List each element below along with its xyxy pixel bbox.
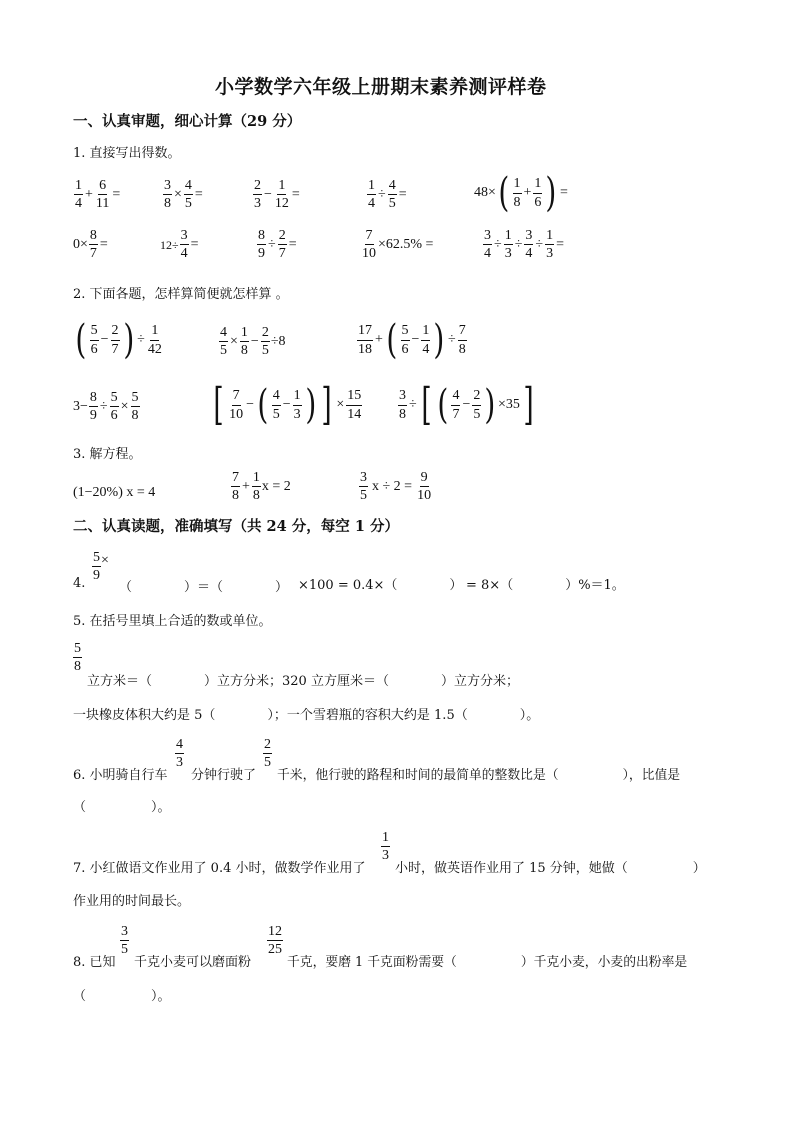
q1-expr-1: $\frac{1}{4}$ + $\frac{6}{11}$ = — [75, 178, 121, 212]
q1-expr-6: 0× $\frac{8}{7}$ = — [73, 228, 108, 262]
q2-prompt: 2. 下面各题，怎样算简便就怎样算 。 — [73, 287, 289, 302]
section-2-heading: 二、认真读题，准确填写（共 24 分，每空 1 分） — [73, 518, 399, 535]
q7-text-post: 小时，做英语作业用了 15 分钟，她做（ ） — [395, 861, 706, 876]
q1-expr-7: 12÷ $\frac{3}{4}$ = — [160, 228, 199, 262]
q5-prompt: 5. 在括号里填上合适的数或单位。 — [73, 614, 272, 629]
q2-expr-5: [ $\frac{7}{10}$ − ( $\frac{4}{5}$ − $\frac{1}{3}$ ) ] × $\frac{15}{14}$ — [213, 379, 362, 430]
q1-expr-2: $\frac{3}{8}$ × $\frac{4}{5}$ = — [164, 178, 203, 212]
q6-text-pre: 6. 小明骑自行车 — [73, 768, 168, 783]
q6-line-2: （ ）。 — [73, 800, 171, 815]
q4-blanks-2: ×100 = 0.4×（ ） — [298, 578, 463, 593]
q2-expr-2: $\frac{4}{5}$ × $\frac{1}{8}$ − $\frac{2}{5}$ ÷8 — [220, 325, 286, 359]
q8-text-pre: 8. 已知 — [73, 955, 116, 970]
q4-blanks-3: = 8×（ ）%＝1。 — [466, 578, 625, 593]
q1-expr-3: $\frac{2}{3}$ − $\frac{1}{12}$ = — [254, 178, 300, 212]
q6-fraction-1: $\frac{4}{3}$ — [176, 737, 183, 771]
q7-fraction: $\frac{1}{3}$ — [382, 830, 389, 864]
q3-equation-3: $\frac{3}{5}$ x ÷ 2 = $\frac{9}{10}$ — [360, 470, 432, 504]
q1-expr-8: $\frac{8}{9}$ ÷ $\frac{2}{7}$ = — [258, 228, 297, 262]
q3-prompt: 3. 解方程。 — [73, 447, 142, 462]
q1-expr-5: 48× ( $\frac{1}{8}$ + $\frac{1}{6}$ ) = — [474, 170, 568, 216]
q8-text-mid: 千克小麦可以磨面粉 — [134, 955, 252, 970]
q7-text-pre: 7. 小红做语文作业用了 0.4 小时，做数学作业用了 — [73, 861, 366, 876]
q2-expr-6: $\frac{3}{8}$ ÷ [ ( $\frac{4}{7}$ − $\frac{2}{5}$ ) ×35 ] — [399, 379, 534, 430]
q1-expr-4: $\frac{1}{4}$ ÷ $\frac{4}{5}$ = — [368, 178, 407, 212]
q3-equation-1: (1−20%) x = 4 — [73, 485, 156, 500]
q5-line-2: 一块橡皮体积大约是 5（ ）；一个雪碧瓶的容积大约是 1.5（ ）。 — [73, 708, 540, 723]
q8-fraction-2: $\frac{12}{25}$ — [268, 924, 282, 958]
q8-fraction-1: $\frac{3}{5}$ — [121, 924, 128, 958]
q4-fraction: $\frac{5}{9}$ × — [93, 550, 109, 584]
q3-equation-2: $\frac{7}{8}$ + $\frac{1}{8}$ x = 2 — [232, 470, 291, 504]
q2-expr-1: ( $\frac{5}{6}$ − $\frac{2}{7}$ ) ÷ $\frac{1}{42}$ — [75, 317, 162, 363]
q6-fraction-2: $\frac{2}{5}$ — [264, 737, 271, 771]
q4-blanks-1: （ ）＝（ ） — [119, 580, 289, 595]
q1-prompt: 1. 直接写出得数。 — [73, 146, 181, 161]
q5-fraction: $\frac{5}{8}$ — [74, 641, 81, 675]
q1-expr-10: $\frac{3}{4}$ ÷ $\frac{1}{3}$ ÷ $\frac{3}{4}$ ÷ $\frac{1}{3}$ = — [484, 228, 564, 262]
q6-text-post: 千米，他行驶的路程和时间的最简单的整数比是（ ），比值是 — [277, 768, 681, 783]
q2-expr-4: 3− $\frac{8}{9}$ ÷ $\frac{5}{6}$ × $\frac{5}{8}$ — [73, 390, 139, 424]
q8-line-2: （ ）。 — [73, 989, 171, 1004]
q8-text-post: 千克，要磨 1 千克面粉需要（ ）千克小麦，小麦的出粉率是 — [287, 955, 688, 970]
q2-expr-3: $\frac{17}{18}$ + ( $\frac{5}{6}$ − $\frac{1}{4}$ ) ÷ $\frac{7}{8}$ — [358, 317, 466, 363]
q7-line-2: 作业用的时间最长。 — [73, 894, 191, 909]
q4-number: 4. — [73, 576, 86, 591]
q5-line-1: 立方米＝（ ）立方分米；320 立方厘米＝（ ）立方分米； — [87, 674, 519, 689]
section-1-heading: 一、认真审题，细心计算（29 分） — [73, 113, 302, 130]
q6-text-mid: 分钟行驶了 — [191, 768, 257, 783]
q1-expr-9: $\frac{7}{10}$ ×62.5% = — [362, 228, 434, 262]
page-title: 小学数学六年级上册期末素养测评样卷 — [215, 76, 547, 98]
